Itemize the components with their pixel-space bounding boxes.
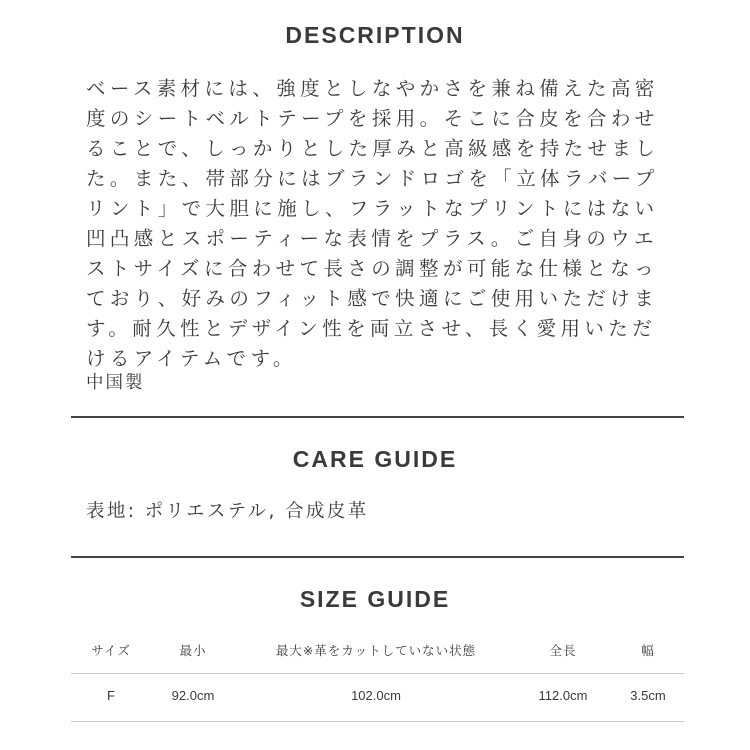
size-table — [71, 632, 684, 724]
description-title: DESCRIPTION — [285, 22, 465, 48]
size-cell-max: 102.0cm — [351, 688, 401, 703]
size-header-width: 幅 — [641, 643, 655, 658]
size-header-size: サイズ — [91, 643, 131, 658]
table-header-separator — [71, 673, 684, 674]
country-of-origin: 中国製 — [86, 373, 145, 393]
table-row-separator — [71, 721, 684, 722]
size-header-length: 全長 — [549, 643, 577, 658]
size-guide-title: SIZE GUIDE — [299, 586, 451, 612]
size-header-max: 最大※革をカットしていない状態 — [275, 643, 477, 658]
care-guide-title: CARE GUIDE — [292, 446, 458, 472]
size-cell-min: 92.0cm — [171, 688, 215, 703]
section-divider — [71, 556, 684, 558]
size-cell-length: 112.0cm — [538, 688, 588, 703]
care-material-text: 表地: ポリエステル, 合成皮革 — [86, 501, 369, 522]
size-cell-width: 3.5cm — [630, 688, 666, 703]
size-cell-size: F — [107, 688, 115, 703]
size-header-min: 最小 — [179, 643, 207, 658]
section-divider — [71, 416, 684, 418]
description-text: ベース素材には、強度としなやかさを兼ね備えた高密度のシートベルトテープを採用。そこに合皮を合わせることで、しっかりとした厚みと高級感を持たせました。また、帯部分にはブランドロゴを「立体ラバープリント」で大胆に施し、フラットなプリントにはない凹凸感とスポーティーな表情をプラス。ご自身のウエストサイズに合わせて長さの調整が可能な仕様となっており、好みのフィット感で快適にご使用いただけます。耐久性とデザイン性を両立させ、長く愛用いただけるアイテムです。 — [86, 77, 660, 370]
